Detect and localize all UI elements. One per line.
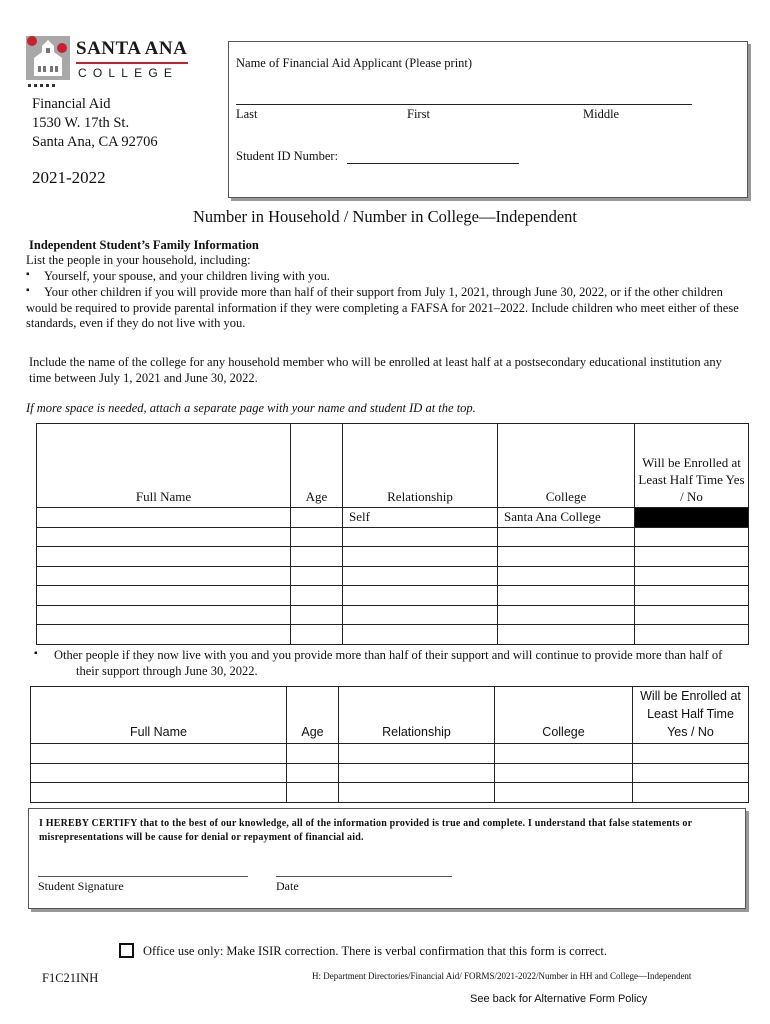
extra-space-note: If more space is needed, attach a separate page with your name and student ID at the top. [26,401,476,415]
bullet-other-children: Your other children if you will provide more than half of their support from July 1, 2021, through June 30, 2022, or if the other children would be required to provide parental information if they were completing a FAFSA for 2021–2022. Include children who meet either of these standards, even if they do not live with you. [26,285,739,330]
form-title: Number in Household / Number in College—Independent [192,207,577,226]
cell-age[interactable] [291,547,343,567]
cell-age[interactable] [287,763,339,783]
bullet-marker: ▪ [26,285,30,296]
cell-college[interactable] [498,605,635,625]
cell-college[interactable] [498,586,635,606]
family-info-heading: Independent Student’s Family Information [29,238,259,252]
table-row [37,527,749,547]
logo-rule [76,62,188,64]
college-logo [26,36,196,92]
address-city: Santa Ana, CA 92706 [32,134,158,150]
table-row [37,605,749,625]
table-row [31,763,749,783]
household-table [36,423,749,645]
col-header-full-name: Full Name [31,687,287,744]
cell-full-name[interactable] [37,586,291,606]
cell-enrolled[interactable] [635,586,749,606]
table-row [31,744,749,764]
cell-enrolled[interactable] [633,783,749,803]
certification-text: I HEREBY CERTIFY that to the best of our knowledge, all of the information provided is true and complete. I understand that false statements or misrepresentations will be cause for denial or repayment of financial aid. [39,818,693,843]
cell-college[interactable] [498,547,635,567]
cell-college[interactable] [498,625,635,645]
cell-age[interactable] [291,527,343,547]
cell-enrolled[interactable] [633,744,749,764]
table-row [37,625,749,645]
cell-age[interactable] [291,508,343,528]
office-use-checkbox[interactable] [119,943,134,958]
bullet-marker: ▪ [26,269,30,280]
col-header-relationship: Relationship [339,687,495,744]
cell-college[interactable] [498,566,635,586]
other-people-text: Other people if they now live with you and you provide more than half of their support and will continue to provide more than half of their support through June 30, 2022. [54,648,723,678]
student-id-label: Student ID Number: [236,149,339,163]
address-street: 1530 W. 17th St. [32,115,130,131]
cell-relationship[interactable] [339,744,495,764]
cell-age[interactable] [287,744,339,764]
cell-full-name[interactable] [31,744,287,764]
cell-full-name[interactable] [31,763,287,783]
cell-relationship-self: Self [343,508,498,528]
table-row [37,508,749,528]
cell-full-name[interactable] [31,783,287,803]
address-dept: Financial Aid [32,96,111,112]
household-table-header [37,424,749,508]
logo-text-santa-ana: SANTA ANA [76,38,188,59]
col-header-age: Age [291,424,343,508]
cell-enrolled[interactable] [635,566,749,586]
bullet-marker: ▪ [34,648,38,659]
bullet-yourself: Yourself, your spouse, and your children living with you. [44,269,330,283]
see-back-note: See back for Alternative Form Policy [470,993,648,1005]
cell-college-sac: Santa Ana College [498,508,635,528]
cell-full-name[interactable] [37,547,291,567]
signature-label: Student Signature [38,879,124,893]
cell-age[interactable] [291,625,343,645]
col-header-age: Age [287,687,339,744]
cell-enrolled[interactable] [635,605,749,625]
cell-relationship[interactable] [343,605,498,625]
table-row [37,586,749,606]
col-header-full-name: Full Name [37,424,291,508]
cell-college[interactable] [495,744,633,764]
table-row [37,566,749,586]
cell-full-name[interactable] [37,508,291,528]
cell-age[interactable] [287,783,339,803]
col-header-college: College [498,424,635,508]
household-intro-text: List the people in your household, including: [26,253,251,267]
col-header-college: College [495,687,633,744]
date-label: Date [276,879,299,893]
other-people-table-header [31,687,749,744]
table-row [37,547,749,567]
last-name-label: Last [236,107,258,121]
cell-full-name[interactable] [37,625,291,645]
applicant-name-label: Name of Financial Aid Applicant (Please print) [236,56,473,70]
office-use-text: Office use only: Make ISIR correction. There is verbal confirmation that this form is correct. [143,944,607,958]
award-year: 2021-2022 [32,168,106,187]
cell-college[interactable] [495,763,633,783]
cell-relationship[interactable] [343,625,498,645]
college-instruction: Include the name of the college for any household member who will be enrolled at least half at a postsecondary educational institution any time between July 1, 2021 and June 30, 2022. [29,355,722,385]
certification-box [28,808,746,909]
cell-age[interactable] [291,586,343,606]
table-row [31,783,749,803]
student-id-line[interactable] [347,163,519,164]
cell-age[interactable] [291,605,343,625]
cell-full-name[interactable] [37,605,291,625]
applicant-info-box [228,41,748,198]
cell-relationship[interactable] [339,783,495,803]
cell-relationship[interactable] [343,527,498,547]
cell-enrolled[interactable] [635,547,749,567]
signature-line[interactable] [38,876,248,877]
first-name-label: First [407,107,430,121]
col-header-enrolled: Will be Enrolled at Least Half Time Yes / No [633,687,749,744]
cell-relationship[interactable] [343,586,498,606]
file-path: H: Department Directories/Financial Aid/ FORMS/2021-2022/Number in HH and College—Independent [312,971,692,981]
cell-full-name[interactable] [37,527,291,547]
col-header-enrolled: Will be Enrolled at Least Half Time Yes / No [635,424,749,508]
cell-enrolled[interactable] [635,527,749,547]
cell-enrolled-blocked [635,508,749,528]
middle-name-label: Middle [583,107,620,121]
cell-relationship[interactable] [339,763,495,783]
cell-relationship[interactable] [343,547,498,567]
cell-enrolled[interactable] [635,625,749,645]
other-people-table [30,686,749,803]
cell-college[interactable] [498,527,635,547]
form-code: F1C21INH [42,971,99,985]
cell-enrolled[interactable] [633,763,749,783]
logo-text-college: COLLEGE [78,66,179,80]
cell-college[interactable] [495,783,633,803]
date-line[interactable] [276,876,452,877]
applicant-name-line[interactable] [236,104,692,105]
cell-relationship[interactable] [343,566,498,586]
mission-building-icon [26,36,70,88]
cell-full-name[interactable] [37,566,291,586]
col-header-relationship: Relationship [343,424,498,508]
cell-age[interactable] [291,566,343,586]
